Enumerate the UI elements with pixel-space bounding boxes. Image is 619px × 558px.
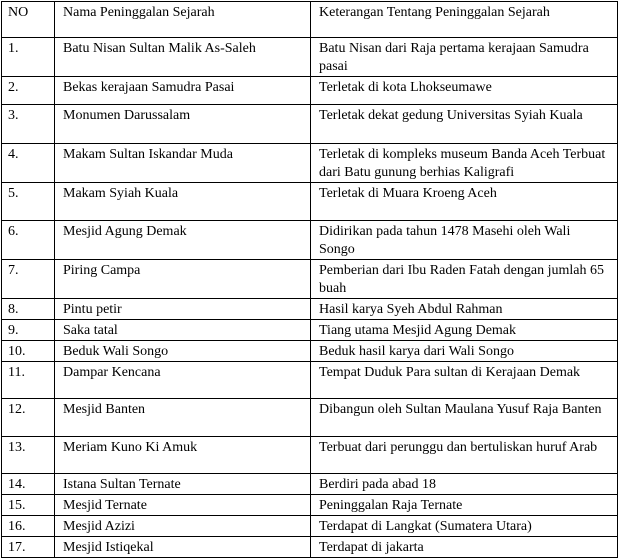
- heritage-description: Terletak dekat gedung Universitas Syiah Kuala: [311, 105, 618, 144]
- row-number: 6.: [2, 221, 55, 260]
- table-row: [2, 221, 618, 260]
- heritage-name: Makam Syiah Kuala: [55, 183, 311, 221]
- row-number: 1.: [2, 38, 55, 77]
- row-number: 10.: [2, 341, 55, 362]
- heritage-description: Tiang utama Mesjid Agung Demak: [311, 320, 618, 341]
- row-number: 14.: [2, 474, 55, 495]
- heritage-description: Terletak di kompleks museum Banda Aceh Terbuat dari Batu gunung berhias Kaligrafi: [311, 144, 618, 183]
- table-row: [2, 537, 618, 558]
- table-row: [2, 144, 618, 183]
- table-row: [2, 299, 618, 320]
- row-number: 7.: [2, 260, 55, 299]
- table-row: [2, 260, 618, 299]
- heritage-name: Meriam Kuno Ki Amuk: [55, 437, 311, 474]
- row-number: 8.: [2, 299, 55, 320]
- heritage-name: Makam Sultan Iskandar Muda: [55, 144, 311, 183]
- heritage-description: Terdapat di jakarta: [311, 537, 618, 558]
- table-row: [2, 320, 618, 341]
- heritage-name: Saka tatal: [55, 320, 311, 341]
- row-number: 9.: [2, 320, 55, 341]
- row-number: 12.: [2, 399, 55, 437]
- header-desc: Keterangan Tentang Peninggalan Sejarah: [311, 2, 618, 38]
- row-number: 2.: [2, 77, 55, 105]
- row-number: 4.: [2, 144, 55, 183]
- heritage-description: Terletak di Muara Kroeng Aceh: [311, 183, 618, 221]
- table-row: [2, 495, 618, 516]
- heritage-description: Peninggalan Raja Ternate: [311, 495, 618, 516]
- row-number: 15.: [2, 495, 55, 516]
- table-row: [2, 38, 618, 77]
- table-row: [2, 516, 618, 537]
- row-number: 3.: [2, 105, 55, 144]
- heritage-description: Terdapat di Langkat (Sumatera Utara): [311, 516, 618, 537]
- heritage-name: Beduk Wali Songo: [55, 341, 311, 362]
- header-name: Nama Peninggalan Sejarah: [55, 2, 311, 38]
- heritage-name: Mesjid Azizi: [55, 516, 311, 537]
- row-number: 16.: [2, 516, 55, 537]
- header-no: NO: [2, 2, 55, 38]
- row-number: 17.: [2, 537, 55, 558]
- heritage-name: Piring Campa: [55, 260, 311, 299]
- heritage-name: Mesjid Ternate: [55, 495, 311, 516]
- table-row: [2, 105, 618, 144]
- heritage-description: Terletak di kota Lhokseumawe: [311, 77, 618, 105]
- heritage-description: Dibangun oleh Sultan Maulana Yusuf Raja Banten: [311, 399, 618, 437]
- heritage-name: Monumen Darussalam: [55, 105, 311, 144]
- row-number: 13.: [2, 437, 55, 474]
- row-number: 5.: [2, 183, 55, 221]
- heritage-name: Mesjid Agung Demak: [55, 221, 311, 260]
- heritage-description: Berdiri pada abad 18: [311, 474, 618, 495]
- heritage-name: Dampar Kencana: [55, 362, 311, 399]
- table-row: [2, 341, 618, 362]
- table-row: [2, 474, 618, 495]
- heritage-description: Beduk hasil karya dari Wali Songo: [311, 341, 618, 362]
- table-header-row: [2, 2, 618, 38]
- table-row: [2, 362, 618, 399]
- heritage-name: Istana Sultan Ternate: [55, 474, 311, 495]
- heritage-description: Pemberian dari Ibu Raden Fatah dengan jumlah 65 buah: [311, 260, 618, 299]
- heritage-name: Batu Nisan Sultan Malik As-Saleh: [55, 38, 311, 77]
- heritage-description: Terbuat dari perunggu dan bertuliskan huruf Arab: [311, 437, 618, 474]
- heritage-name: Mesjid Banten: [55, 399, 311, 437]
- heritage-name: Pintu petir: [55, 299, 311, 320]
- heritage-name: Bekas kerajaan Samudra Pasai: [55, 77, 311, 105]
- heritage-description: Didirikan pada tahun 1478 Masehi oleh Wali Songo: [311, 221, 618, 260]
- heritage-description: Batu Nisan dari Raja pertama kerajaan Samudra pasai: [311, 38, 618, 77]
- table-row: [2, 183, 618, 221]
- heritage-table: [1, 1, 618, 558]
- row-number: 11.: [2, 362, 55, 399]
- heritage-description: Tempat Duduk Para sultan di Kerajaan Demak: [311, 362, 618, 399]
- table-row: [2, 437, 618, 474]
- table-row: [2, 77, 618, 105]
- heritage-description: Hasil karya Syeh Abdul Rahman: [311, 299, 618, 320]
- heritage-name: Mesjid Istiqekal: [55, 537, 311, 558]
- table-row: [2, 399, 618, 437]
